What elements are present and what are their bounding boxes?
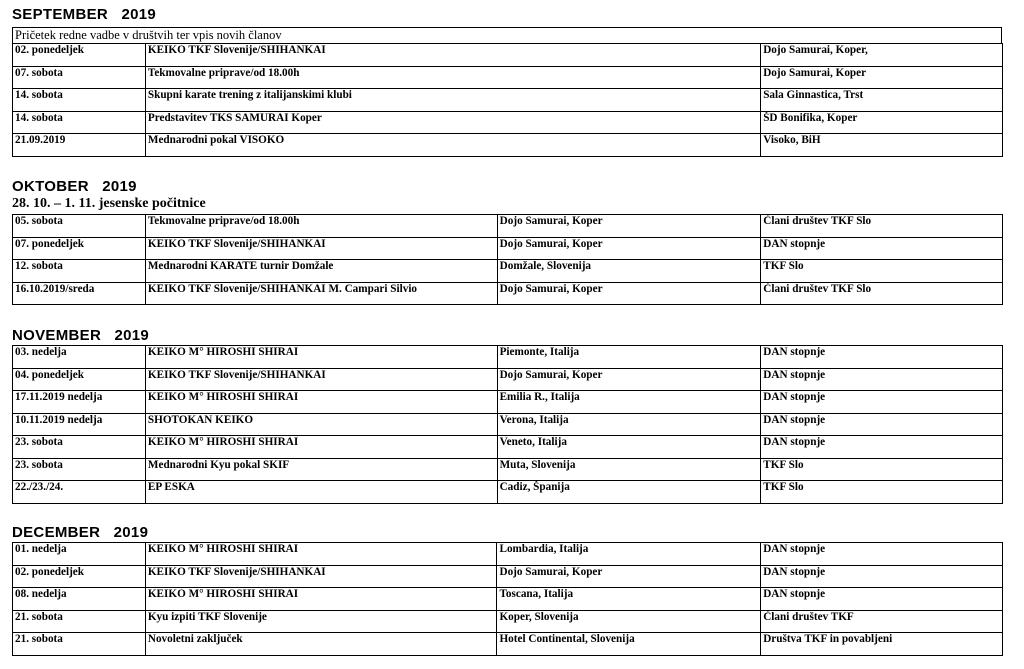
table-row [13,543,1003,566]
section-title-november: NOVEMBER 2019 [12,327,150,344]
event-cell: KEIKO TKF Slovenije/SHIHANKAI M. Campari Silvio [145,282,497,305]
november-table [12,345,1003,504]
event-cell: Predstavitev TKS SAMURAI Koper [145,111,760,134]
location-cell: Verona, Italija [497,413,761,436]
event-cell: Kyu izpiti TKF Slovenije [145,610,497,633]
date-cell: 21. sobota [13,633,146,656]
date-cell: 07. ponedeljek [13,237,146,260]
table-row [13,237,1003,260]
location-cell: Dojo Samurai, Koper [497,282,761,305]
event-cell: KEIKO TKF Slovenije/SHIHANKAI [145,237,497,260]
table-row [13,391,1003,414]
participants-cell: Člani društev TKF Slo [761,282,1003,305]
participants-cell: DAN stopnje [761,565,1003,588]
table-row [13,66,1003,89]
table-row [13,610,1003,633]
event-cell: KEIKO M° HIROSHI SHIRAI [145,436,497,459]
date-cell: 14. sobota [13,89,146,112]
date-cell: 12. sobota [13,260,146,283]
location-cell: Hotel Continental, Slovenija [497,633,761,656]
location-cell: Sala Ginnastica, Trst [761,89,1003,112]
location-cell: Cadiz, Španija [497,481,761,504]
participants-cell: DAN stopnje [761,368,1003,391]
location-cell: Dojo Samurai, Koper [497,565,761,588]
table-row [13,89,1003,112]
section-title-oktober: OKTOBER 2019 [12,178,137,195]
table-row [13,260,1003,283]
participants-cell: DAN stopnje [761,543,1003,566]
date-cell: 05. sobota [13,215,146,238]
participants-cell: DAN stopnje [761,436,1003,459]
date-cell: 22./23./24. [13,481,146,504]
location-cell: Muta, Slovenija [497,458,761,481]
date-cell: 21.09.2019 [13,134,146,157]
table-row [13,346,1003,369]
location-cell: Dojo Samurai, Koper [497,215,761,238]
oktober-table [12,214,1003,305]
location-cell: Dojo Samurai, Koper [497,237,761,260]
location-cell: Toscana, Italija [497,588,761,611]
event-cell: KEIKO M° HIROSHI SHIRAI [145,346,497,369]
event-cell: Tekmovalne priprave/od 18.00h [145,215,497,238]
section-title-december: DECEMBER 2019 [12,524,149,541]
location-cell: Lombardia, Italija [497,543,761,566]
location-cell: Piemonte, Italija [497,346,761,369]
location-cell: Dojo Samurai, Koper, [761,44,1003,67]
september-note: Pričetek redne vadbe v društvih ter vpis novih članov [15,28,282,42]
date-cell: 10.11.2019 nedelja [13,413,146,436]
table-row [13,436,1003,459]
table-row [13,134,1003,157]
participants-cell: DAN stopnje [761,391,1003,414]
event-cell: KEIKO M° HIROSHI SHIRAI [145,588,497,611]
event-cell: Tekmovalne priprave/od 18.00h [145,66,760,89]
table-row [13,44,1003,67]
date-cell: 01. nedelja [13,543,146,566]
date-cell: 23. sobota [13,436,146,459]
table-row [13,111,1003,134]
date-cell: 04. ponedeljek [13,368,146,391]
date-cell: 03. nedelja [13,346,146,369]
location-cell: Dojo Samurai, Koper [761,66,1003,89]
table-row [13,368,1003,391]
date-cell: 02. ponedeljek [13,565,146,588]
event-cell: KEIKO TKF Slovenije/SHIHANKAI [145,565,497,588]
table-row [13,458,1003,481]
event-cell: KEIKO TKF Slovenije/SHIHANKAI [145,44,760,67]
date-cell: 21. sobota [13,610,146,633]
participants-cell: DAN stopnje [761,237,1003,260]
participants-cell: Društva TKF in povabljeni [761,633,1003,656]
date-cell: 17.11.2019 nedelja [13,391,146,414]
december-table [12,542,1003,656]
participants-cell: DAN stopnje [761,588,1003,611]
table-row [13,633,1003,656]
section-title-september: SEPTEMBER 2019 [12,6,157,23]
date-cell: 02. ponedeljek [13,44,146,67]
table-row [13,282,1003,305]
location-cell: Koper, Slovenija [497,610,761,633]
date-cell: 07. sobota [13,66,146,89]
event-cell: KEIKO M° HIROSHI SHIRAI [145,391,497,414]
oktober-note: 28. 10. – 1. 11. jesenske počitnice [12,196,206,211]
table-row [13,565,1003,588]
participants-cell: TKF Slo [761,481,1003,504]
participants-cell: DAN stopnje [761,346,1003,369]
date-cell: 16.10.2019/sreda [13,282,146,305]
date-cell: 14. sobota [13,111,146,134]
location-cell: Visoko, BiH [761,134,1003,157]
event-cell: Mednarodni Kyu pokal SKIF [145,458,497,481]
event-cell: EP ESKA [145,481,497,504]
table-row [13,413,1003,436]
participants-cell: TKF Slo [761,458,1003,481]
event-cell: KEIKO M° HIROSHI SHIRAI [145,543,497,566]
event-cell: Novoletni zaključek [145,633,497,656]
table-row [13,588,1003,611]
location-cell: Dojo Samurai, Koper [497,368,761,391]
location-cell: Veneto, Italija [497,436,761,459]
event-cell: SHOTOKAN KEIKO [145,413,497,436]
location-cell: ŠD Bonifika, Koper [761,111,1003,134]
september-table [12,43,1003,157]
location-cell: Emilia R., Italija [497,391,761,414]
table-row [13,481,1003,504]
date-cell: 23. sobota [13,458,146,481]
participants-cell: Člani društev TKF Slo [761,215,1003,238]
participants-cell: DAN stopnje [761,413,1003,436]
event-cell: Mednarodni KARATE turnir Domžale [145,260,497,283]
event-cell: Mednarodni pokal VISOKO [145,134,760,157]
participants-cell: TKF Slo [761,260,1003,283]
date-cell: 08. nedelja [13,588,146,611]
event-cell: KEIKO TKF Slovenije/SHIHANKAI [145,368,497,391]
participants-cell: Člani društev TKF [761,610,1003,633]
event-cell: Skupni karate trening z italijanskimi klubi [145,89,760,112]
location-cell: Domžale, Slovenija [497,260,761,283]
table-row [13,215,1003,238]
